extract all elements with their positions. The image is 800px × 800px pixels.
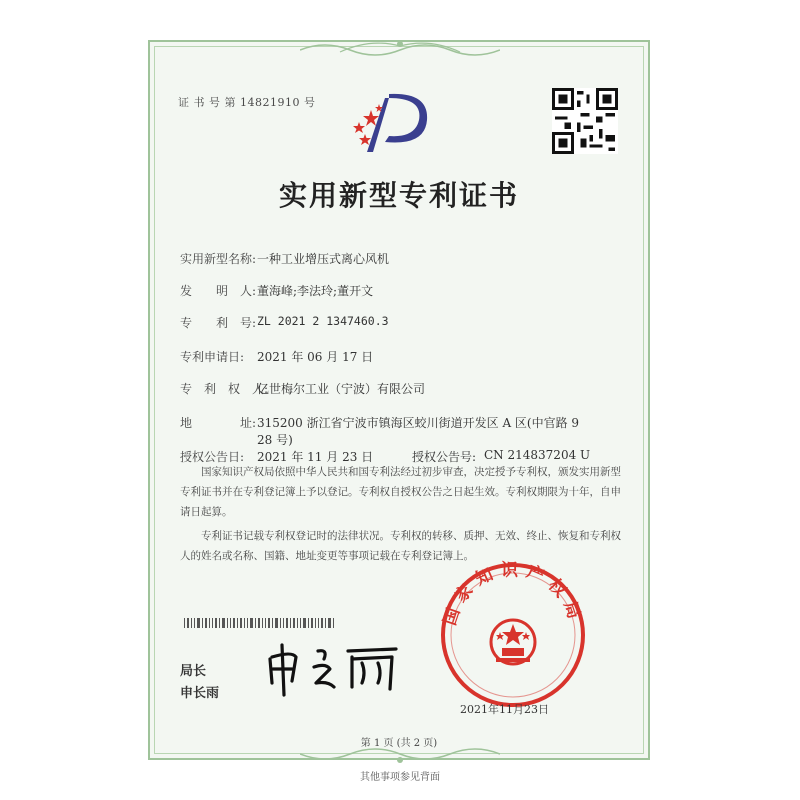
- grant-no-label: 授权公告号:: [412, 450, 477, 464]
- certificate-number-suffix: 号: [304, 96, 316, 109]
- field-value-patent-no: ZL 2021 2 1347460.3: [257, 314, 389, 328]
- certificate-sheet: [148, 40, 650, 760]
- field-label-patent-no: 专 利 号:: [180, 316, 257, 330]
- field-value-application-date: 2021 年 06 月 17 日: [257, 350, 374, 364]
- certificate-title: 实用新型专利证书: [278, 179, 519, 212]
- grant-date-value: 2021 年 11 月 23 日: [257, 450, 374, 464]
- director-name: 申长雨: [180, 686, 220, 701]
- back-note: 其他事项参见背面: [360, 772, 440, 783]
- field-value-name: 一种工业增压式离心风机: [257, 252, 390, 266]
- seal-date: 2021年11月23日: [460, 703, 549, 716]
- field-value-inventors: 董海峰;李法玲;董开文: [257, 284, 374, 298]
- official-seal-icon: [438, 560, 588, 710]
- field-label-inventors: 发 明 人:: [180, 284, 257, 298]
- field-label-application-date: 专利申请日:: [180, 350, 245, 364]
- field-value-patentee: 亿世梅尔工业（宁波）有限公司: [257, 382, 426, 396]
- paragraph-legal-status: 专利证书记载专利权登记时的法律状况。专利权的转移、质押、无效、终止、恢复和专利权人的姓名或名称、国籍、地址变更等事项记载在专利登记簿上。: [180, 530, 621, 562]
- certificate-number: [178, 94, 316, 110]
- ornament-top-decoration: [300, 38, 500, 56]
- barcode-icon: [184, 618, 334, 628]
- signature-icon: [262, 637, 402, 697]
- grant-no-value: CN 214837204 U: [484, 448, 591, 462]
- page-count: 第 1 页 (共 2 页): [360, 738, 438, 749]
- field-value-address: 315200 浙江省宁波市镇海区蛟川街道开发区 A 区(中官路 9: [257, 416, 580, 430]
- field-value-address-cont: 28 号): [257, 433, 293, 447]
- seal-text: 国家知识产权局: [439, 560, 587, 629]
- certificate-number-label: 证 书 号 第: [178, 96, 236, 109]
- field-label-address: 地 址:: [180, 416, 257, 430]
- certificate-number-value: 14821910: [240, 96, 300, 109]
- qr-code-icon: [552, 88, 618, 154]
- field-label-patentee: 专 利 权 人:: [180, 382, 269, 396]
- grant-date-label: 授权公告日:: [180, 450, 245, 464]
- director-title: 局长: [180, 664, 207, 679]
- patent-office-logo-icon: [345, 90, 435, 160]
- ornament-bottom-decoration: [300, 748, 500, 766]
- svg-text:国家知识产权局: [440, 561, 586, 628]
- field-label-name: 实用新型名称:: [180, 252, 257, 266]
- paragraph-grant-statement: 国家知识产权局依照中华人民共和国专利法经过初步审查，决定授予专利权，颁发实用新型专利证书并在专利登记簿上予以登记。专利权自授权公告之日起生效。专利权期限为十年，自申请日起算。: [180, 466, 621, 518]
